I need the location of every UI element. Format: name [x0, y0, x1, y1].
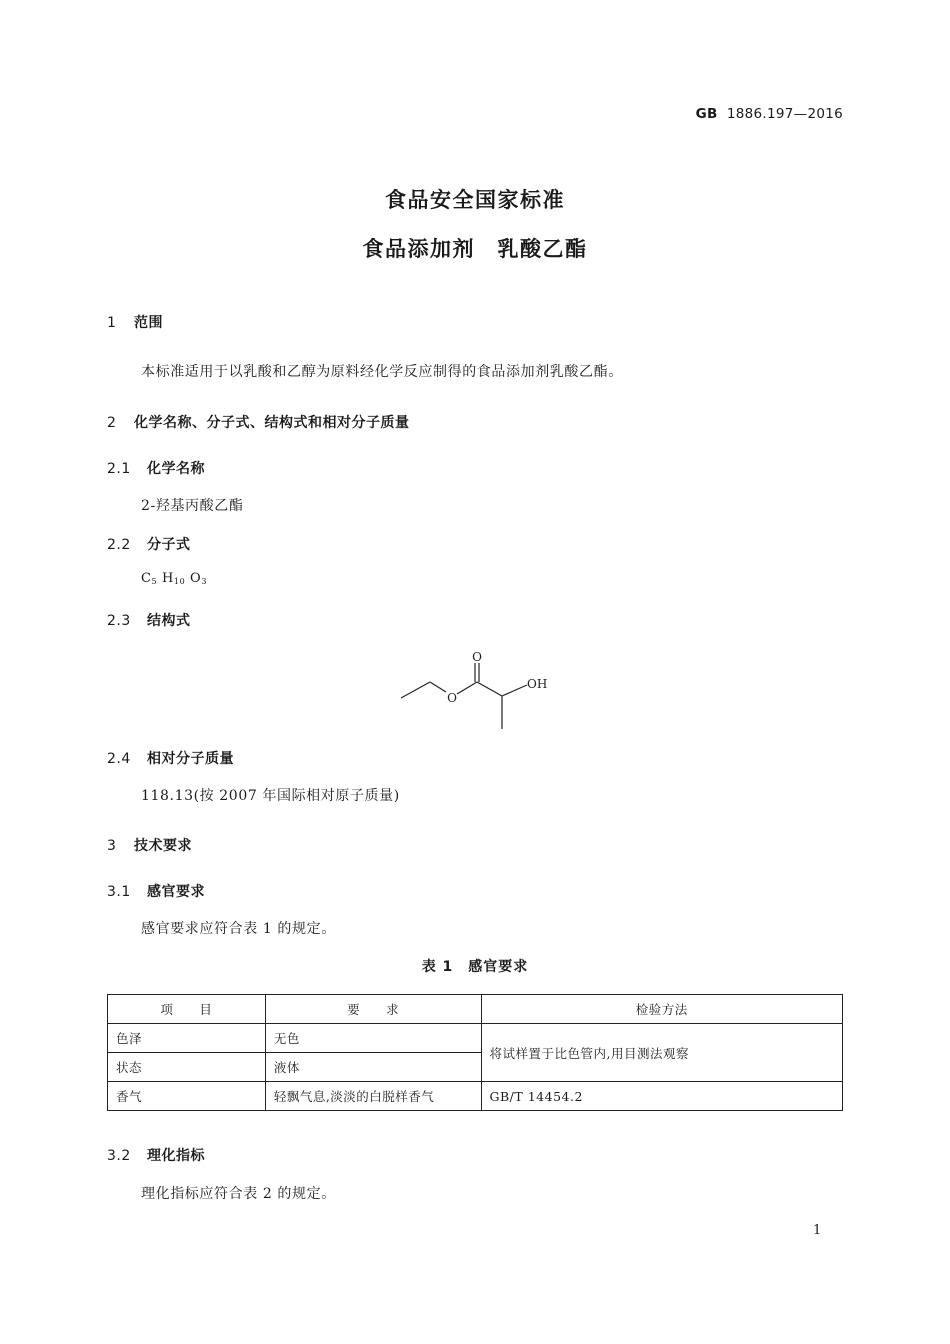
- section-2-3-heading: [107, 610, 191, 630]
- formula-h-count: 10: [173, 577, 186, 586]
- section-title: 化学名称、分子式、结构式和相对分子质量: [134, 415, 410, 431]
- formula-o: O: [190, 571, 202, 586]
- formula-c: C: [141, 571, 152, 586]
- formula-o-count: 3: [201, 577, 208, 586]
- table-row: [108, 1082, 843, 1111]
- standard-code: [696, 106, 843, 122]
- section-1-body: 本标准适用于以乳酸和乙醇为原料经化学反应制得的食品添加剂乳酸乙酯。: [141, 364, 623, 380]
- section-2-1-heading: [107, 458, 205, 478]
- cell-item: 色泽: [108, 1024, 266, 1053]
- section-title: 理化指标: [147, 1148, 205, 1164]
- carbonyl-oxygen-label: O: [472, 650, 482, 664]
- section-number: 1: [107, 315, 117, 331]
- cell-requirement: 轻飘气息,淡淡的白脱样香气: [265, 1082, 481, 1111]
- table-1-caption: 表 1 感官要求: [421, 959, 529, 975]
- formula-c-count: 5: [151, 577, 158, 586]
- section-3-1-body: 感官要求应符合表 1 的规定。: [141, 921, 336, 937]
- section-number: 2.4: [107, 751, 131, 767]
- standard-number: 1886.197—2016: [726, 106, 843, 122]
- section-2-2-heading: [107, 534, 191, 554]
- section-title: 技术要求: [134, 838, 192, 854]
- section-number: 3.1: [107, 884, 131, 900]
- cell-method-merged: 将试样置于比色管内,用目测法观察: [481, 1024, 842, 1082]
- cell-requirement: 无色: [265, 1024, 481, 1053]
- hydroxyl-label: OH: [527, 677, 548, 691]
- section-number: 3: [107, 838, 117, 854]
- column-header-requirement: 要 求: [265, 995, 481, 1024]
- section-number: 2.1: [107, 461, 131, 477]
- section-title: 化学名称: [147, 461, 205, 477]
- section-3-2-body: 理化指标应符合表 2 的规定。: [141, 1186, 336, 1202]
- section-3-1-heading: [107, 881, 205, 901]
- column-header-method: 检验方法: [481, 995, 842, 1024]
- cell-item: 香气: [108, 1082, 266, 1111]
- chemical-name: 2-羟基丙酸乙酯: [141, 498, 244, 514]
- section-3-2-heading: [107, 1145, 205, 1165]
- table-header-row: [108, 995, 843, 1024]
- molecular-mass: 118.13(按 2007 年国际相对原子质量): [141, 788, 400, 804]
- main-title: 食品安全国家标准: [385, 188, 565, 212]
- section-2-4-heading: [107, 748, 234, 768]
- molecular-formula: [141, 571, 207, 586]
- sensory-requirements-table: [107, 994, 843, 1111]
- standard-prefix: GB: [695, 106, 718, 122]
- ester-oxygen-label: O: [447, 691, 457, 705]
- section-title: 感官要求: [147, 884, 205, 900]
- structural-formula: [395, 645, 565, 735]
- formula-h: H: [161, 571, 174, 586]
- section-number: 2.2: [107, 537, 131, 553]
- section-number: 2: [107, 415, 117, 431]
- section-title: 分子式: [147, 537, 191, 553]
- cell-method: GB/T 14454.2: [481, 1082, 842, 1111]
- sub-title: 食品添加剂 乳酸乙酯: [362, 237, 588, 261]
- section-title: 结构式: [147, 613, 191, 629]
- section-number: 2.3: [107, 613, 131, 629]
- cell-requirement: 液体: [265, 1053, 481, 1082]
- cell-item: 状态: [108, 1053, 266, 1082]
- table-row: [108, 1024, 843, 1053]
- section-3-heading: [107, 835, 192, 855]
- section-title: 范围: [134, 315, 163, 331]
- column-header-item: 项 目: [108, 995, 266, 1024]
- section-2-heading: [107, 412, 410, 432]
- section-title: 相对分子质量: [147, 751, 234, 767]
- section-number: 3.2: [107, 1148, 131, 1164]
- section-1-heading: [107, 312, 163, 332]
- page-number: 1: [813, 1223, 822, 1238]
